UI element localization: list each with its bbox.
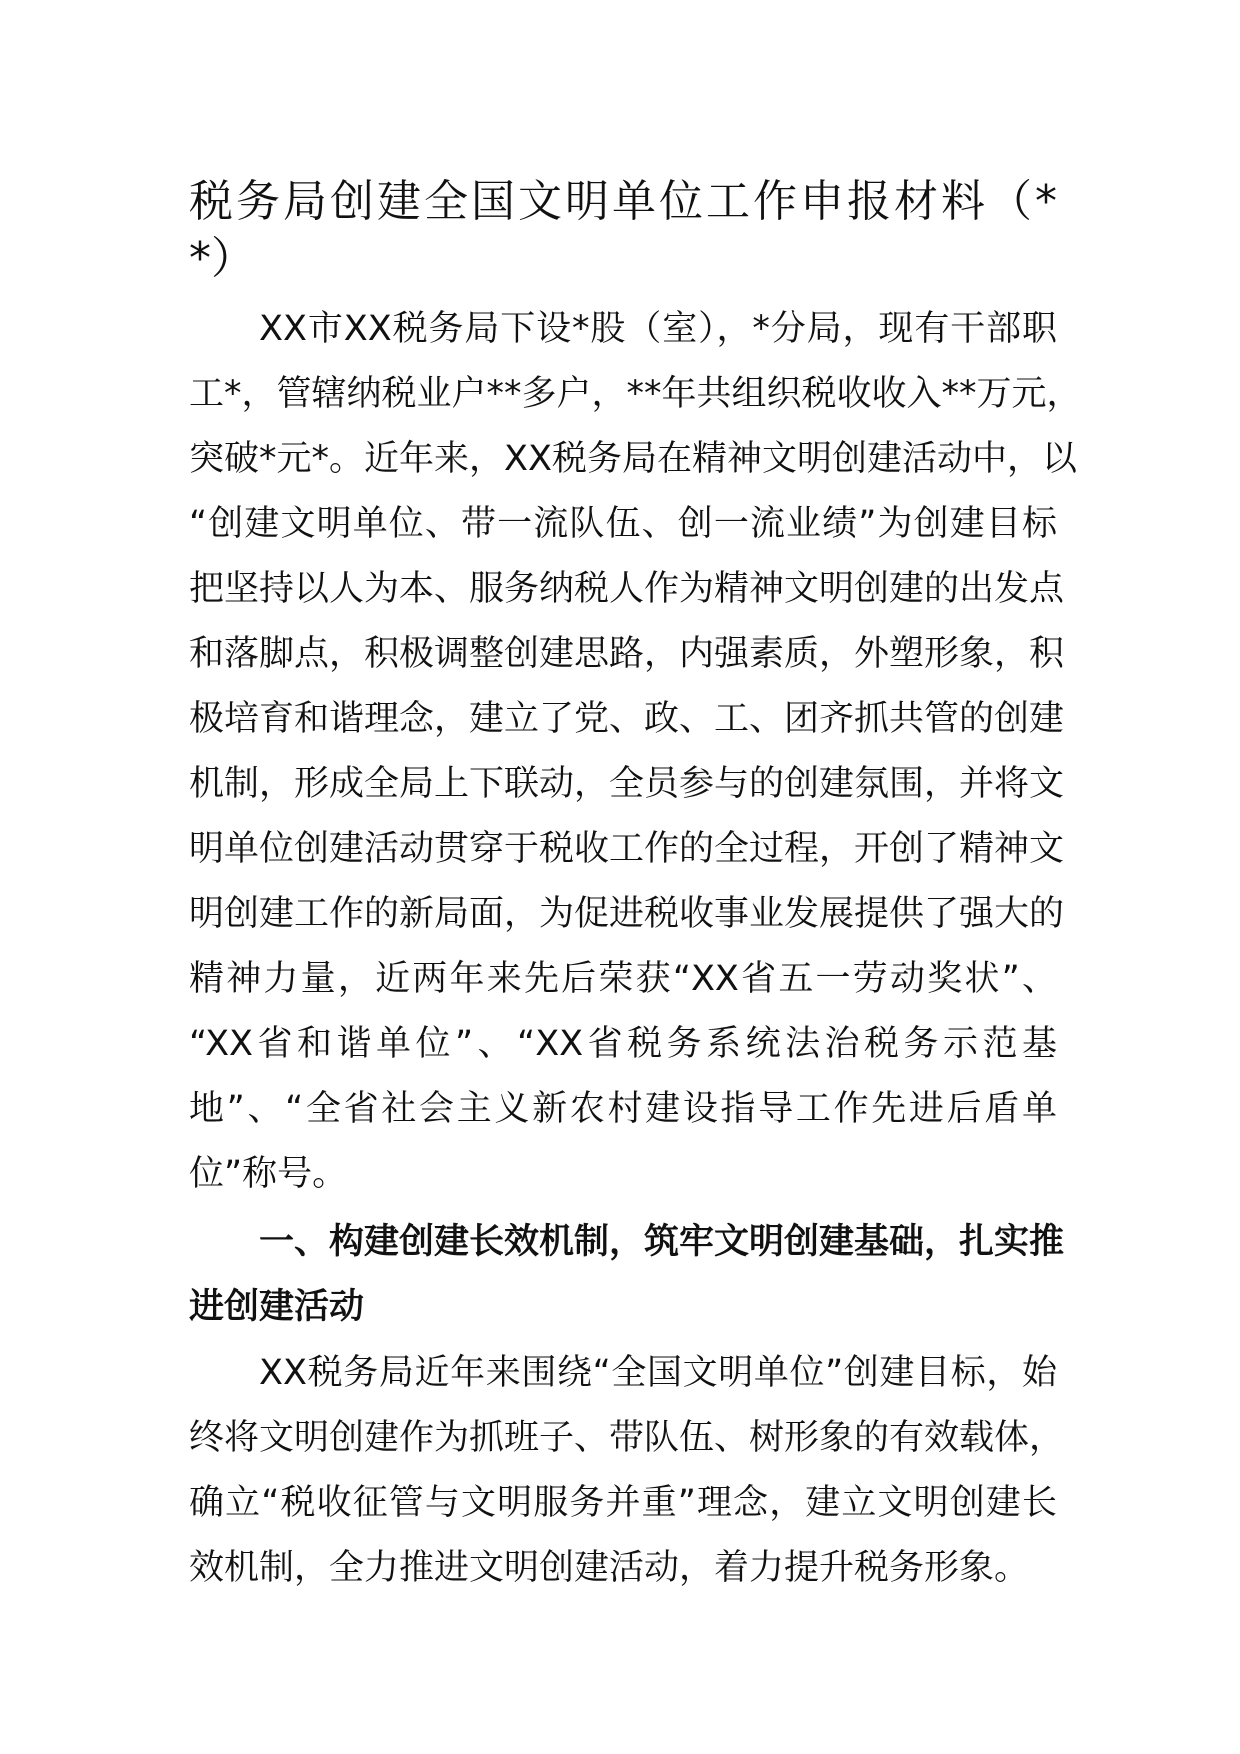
heading-line: 进创建活动: [189, 1287, 365, 1327]
text-line: 和落脚点，积极调整创建思路，内强素质，外塑形象，积: [189, 634, 1065, 674]
text-line: 明单位创建活动贯穿于税收工作的全过程，开创了精神文: [189, 829, 1065, 869]
text-line: 明创建工作的新局面，为促进税收事业发展提供了强大的: [189, 894, 1065, 934]
text-line: 确立“税收征管与文明服务并重”理念，建立文明创建长: [189, 1483, 1057, 1523]
text-line: XX市XX税务局下设*股（室），*分局，现有干部职: [259, 309, 1057, 349]
text-line: 工*，管辖纳税业户**多户，**年共组织税收收入**万元，: [189, 374, 1082, 414]
text-line: 地”、“全省社会主义新农村建设指导工作先进后盾单: [189, 1089, 1057, 1129]
text-line: 机制，形成全局上下联动，全员参与的创建氛围，并将文: [189, 764, 1065, 804]
text-line: “创建文明单位、带一流队伍、创一流业绩”为创建目标: [189, 504, 1057, 544]
title-line: 税务局创建全国文明单位工作申报材料（*: [189, 176, 1057, 227]
text-line: 极培育和谐理念，建立了党、政、工、团齐抓共管的创建: [189, 699, 1065, 739]
text-line: 把坚持以人为本、服务纳税人作为精神文明创建的出发点: [189, 569, 1065, 609]
text-line: 效机制，全力推进文明创建活动，着力提升税务形象。: [189, 1548, 1030, 1588]
heading-line: 一、构建创建长效机制，筑牢文明创建基础，扎实推: [259, 1222, 1065, 1262]
text-line: 突破*元*。近年来，XX税务局在精神文明创建活动中，以: [189, 439, 1077, 479]
text-line: 位”称号。: [189, 1154, 348, 1194]
text-line: 精神力量，近两年来先后荣获“XX省五一劳动奖状”、: [189, 959, 1057, 999]
text-line: 终将文明创建作为抓班子、带队伍、树形象的有效载体，: [189, 1418, 1065, 1458]
text-line: “XX省和谐单位”、“XX省税务系统法治税务示范基: [189, 1024, 1057, 1064]
text-line: XX税务局近年来围绕“全国文明单位”创建目标，始: [259, 1353, 1057, 1393]
title-line: *）: [189, 233, 255, 284]
